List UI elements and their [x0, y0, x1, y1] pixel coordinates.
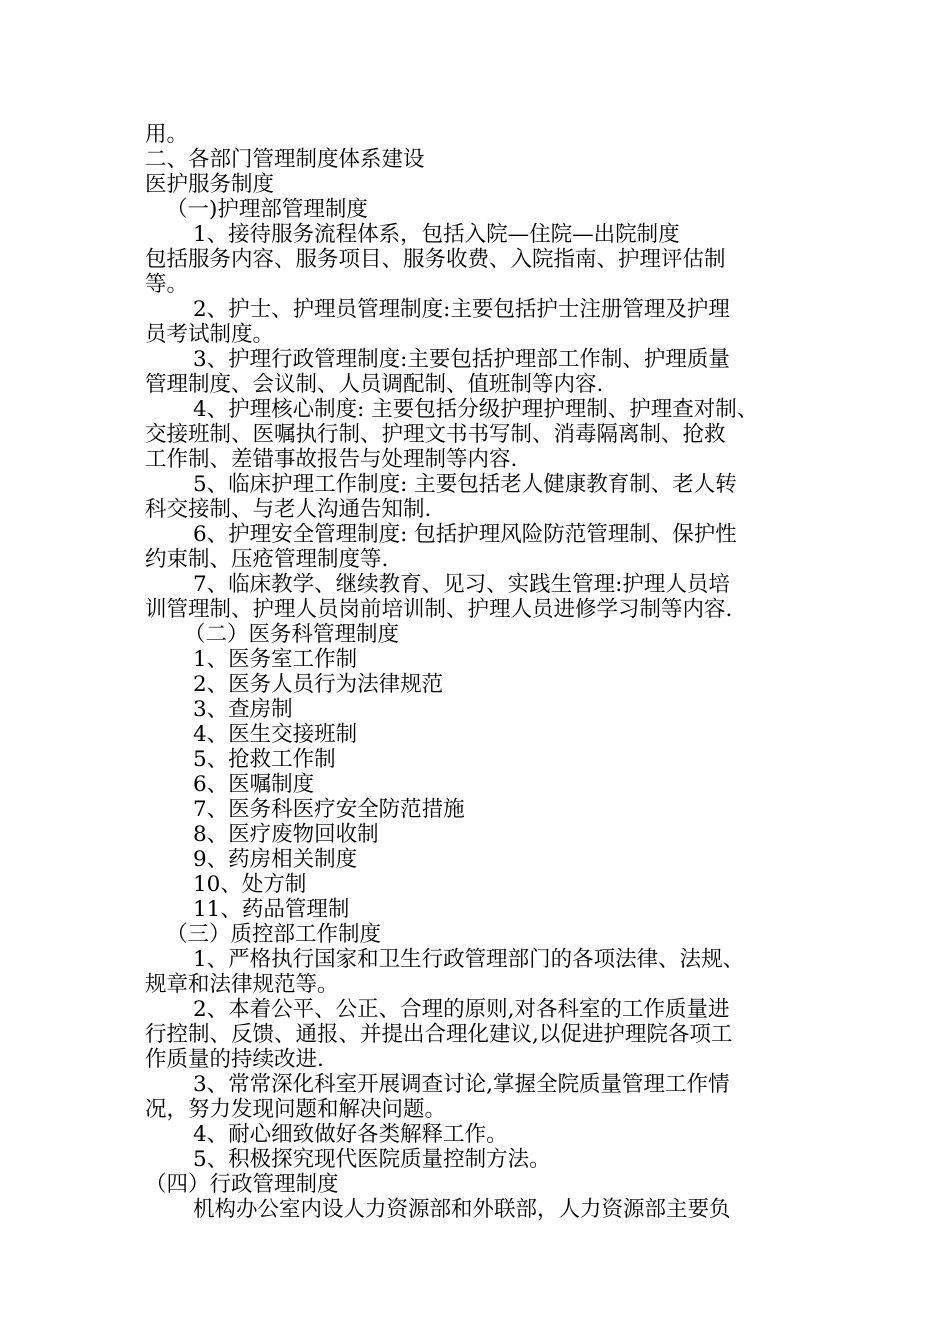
text-line: 5、临床护理工作制度: 主要包括老人健康教育制、老人转 — [193, 472, 737, 497]
text-line: 约束制、压疮管理制度等. — [145, 547, 389, 572]
text-line: 7、临床教学、继续教育、见习、实践生管理:护理人员培 — [193, 572, 730, 597]
text-line: 况，努力发现问题和解决问题。 — [145, 1097, 447, 1122]
subsection-heading: （四）行政管理制度 — [145, 1172, 339, 1197]
list-item: 11、药品管理制 — [193, 897, 350, 922]
list-item: 7、医务科医疗安全防范措施 — [193, 797, 465, 822]
text-line: 2、护士、护理员管理制度:主要包括护士注册管理及护理 — [193, 297, 730, 322]
text-line: 4、护理核心制度: 主要包括分级护理护理制、护理查对制、 — [193, 397, 759, 422]
list-item: 6、医嘱制度 — [193, 772, 315, 797]
text-line: 4、耐心细致做好各类解释工作。 — [193, 1122, 508, 1147]
text-line: 交接班制、医嘱执行制、护理文书书写制、消毒隔离制、抢救 — [145, 422, 726, 447]
subsection-heading: （一)护理部管理制度 — [166, 197, 368, 222]
text-line: 等。 — [145, 272, 189, 297]
text-line: 员考试制度。 — [145, 322, 275, 347]
list-item: 8、医疗废物回收制 — [193, 822, 379, 847]
text-line: 包括服务内容、服务项目、服务收费、入院指南、护理评估制 — [145, 247, 726, 272]
text-line: 训管理制、护理人员岗前培训制、护理人员进修学习制等内容. — [145, 597, 733, 622]
text-line: 科交接制、与老人沟通告知制. — [145, 497, 432, 522]
list-item: 5、抢救工作制 — [193, 747, 336, 772]
list-item: 1、医务室工作制 — [193, 647, 358, 672]
list-item: 10、处方制 — [193, 872, 307, 897]
text-line: 规章和法律规范等。 — [145, 972, 339, 997]
text-line: 3、护理行政管理制度:主要包括护理部工作制、护理质量 — [193, 347, 730, 372]
text-line: 作质量的持续改进. — [145, 1047, 324, 1072]
list-item: 3、查房制 — [193, 697, 293, 722]
text-line: 管理制度、会议制、人员调配制、值班制等内容. — [145, 372, 604, 397]
text-line: 2、本着公平、公正、合理的原则,对各科室的工作质量进 — [193, 997, 730, 1022]
subsection-heading: （二）医务科管理制度 — [184, 622, 400, 647]
text-line: 5、积极探究现代医院质量控制方法。 — [193, 1147, 551, 1172]
list-item: 4、医生交接班制 — [193, 722, 358, 747]
list-item: 9、药房相关制度 — [193, 847, 358, 872]
text-line: 行控制、反馈、通报、并提出合理化建议,以促进护理院各项工 — [145, 1022, 733, 1047]
subsection-heading: 医护服务制度 — [145, 172, 275, 197]
section-heading: 二、各部门管理制度体系建设 — [145, 147, 425, 172]
text-line: 用。 — [145, 122, 189, 147]
text-line: 6、护理安全管理制度: 包括护理风险防范管理制、保护性 — [193, 522, 737, 547]
list-item: 2、医务人员行为法律规范 — [193, 672, 444, 697]
text-line: 1、严格执行国家和卫生行政管理部门的各项法律、法规、 — [193, 947, 745, 972]
text-line: 工作制、差错事故报告与处理制等内容. — [145, 447, 518, 472]
text-line: 1、接待服务流程体系，包括入院—住院—出院制度 — [193, 222, 680, 247]
text-line: 3、常常深化科室开展调查讨论,掌握全院质量管理工作情 — [193, 1072, 730, 1097]
subsection-heading: （三）质控部工作制度 — [166, 922, 382, 947]
text-line: 机构办公室内设人力资源部和外联部，人力资源部主要负 — [193, 1197, 731, 1222]
